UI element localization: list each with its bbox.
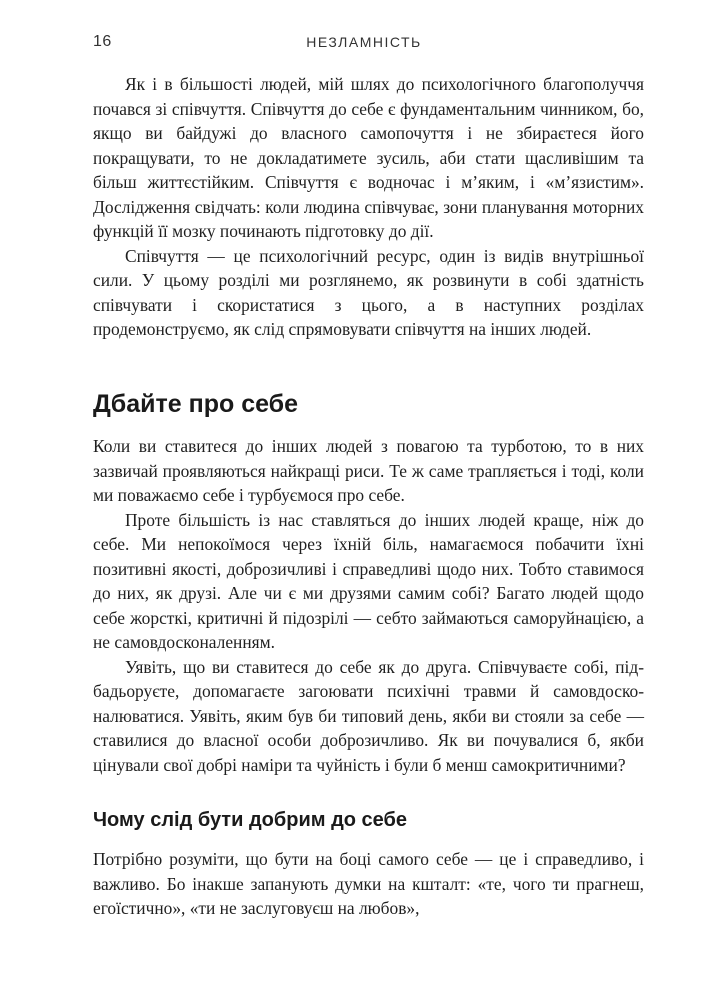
running-header: НЕЗЛАМНІСТЬ — [306, 34, 422, 50]
paragraph: Коли ви ставитеся до інших людей з повагою та турботою, то в них зазвичай проявляються найкращі риси. Те ж саме трапляється і тоді, коли ми поважаємо себе і турбуємося про себе. — [93, 436, 644, 505]
page-number: 16 — [93, 33, 112, 50]
paragraph: Співчуття — це психологічний ресурс, один із видів внутрішньої сили. У цьому розділі ми розглянемо, як розвинути в собі здатність співчувати і скористатися з цього, а в наступних розділах продемонструємо, як слід спрямовувати співчуття на інших людей. — [93, 245, 644, 339]
section-text — [93, 434, 644, 777]
paragraph: Потрібно розуміти, що бути на боці самого себе — це і справедливо, і важливо. Бо інакше запанують думки на кшталт: «те, чого ти прагнеш, егоїстично», «ти не заслуговуєш на любов», — [93, 849, 644, 918]
intro-text — [93, 72, 644, 342]
paragraph: Уявіть, що ви ставитеся до себе як до друга. Співчуваєте собі, підбадьоруєте, допомагаєте загоювати психічні травми й самовдосконалюватися. Уявіть, яким був би типовий день, якби ви стояли за себе — ставилися до власної особи доброзичливо. Як ви почувалися б, якби цінували свої добрі наміри та чуйність і були б менш самокритичними? — [93, 656, 644, 775]
paragraph: Проте більшість із нас ставляться до інших людей краще, ніж до себе. Ми непокоїмося через їхній біль, намагаємося побачити їхні позитивні якості, доброзичливі і справедливі щодо них. Тобто ставимося до них, як друзі. Але чи є ми друзями самим собі? Багато людей щодо себе жорсткі, критичні й підозрілі — себто займаються саморуйнацією, а не самовдосконаленням. — [93, 509, 644, 652]
paragraph: Як і в більшості людей, мій шлях до психологічного благополуччя почався зі співчуття. Співчуття до себе є фундаментальним чинником, бо, якщо ви байдужі до власного самопочуття і не збираєтеся його покращувати, то не докладатимете зусиль, аби стати щасливішим та більш життєстійким. Співчуття є водночас і м’яким, і «м’язистим». Дослідження свідчать: коли людина співчуває, зони планування моторних функцій її мозку починають підготовку до дії. — [93, 74, 644, 241]
subsection-text — [93, 847, 644, 921]
subsection-heading: Чому слід бути добрим до себе — [93, 809, 408, 831]
section-heading: Дбайте про себе — [93, 390, 299, 418]
